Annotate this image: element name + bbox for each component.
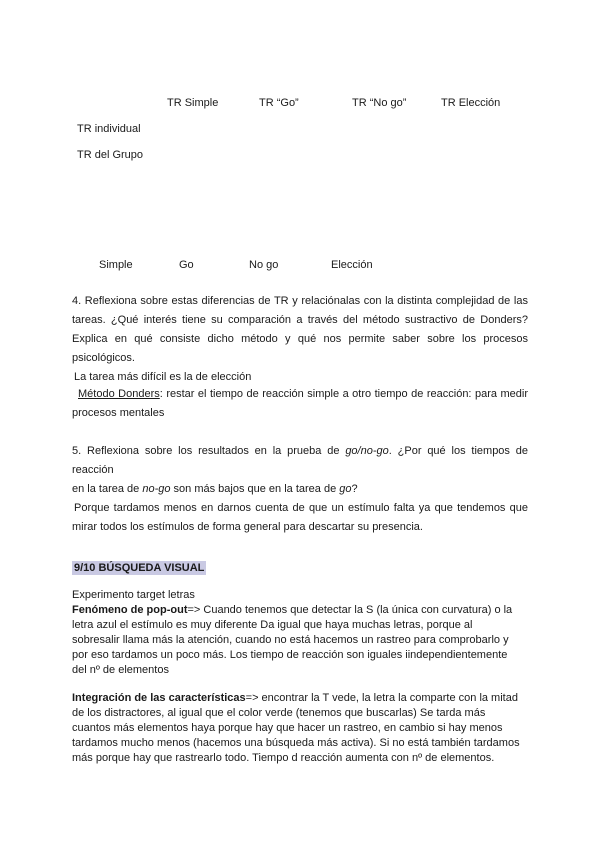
q4-answer-2-line-2: procesos mentales	[72, 407, 165, 419]
header-tr-eleccion: TR Elección	[441, 97, 501, 109]
question-4	[72, 292, 528, 368]
label-go: Go	[179, 259, 194, 271]
popout-label: Fenómeno de pop-out	[72, 604, 188, 616]
q4-line-2: tareas. ¿Qué interés tiene su comparación a través del método sustractivo de Donders?	[72, 314, 528, 326]
q4-answer-2-line-1: : restar el tiempo de reacción simple a otro tiempo de reacción: para medir	[159, 388, 528, 400]
q4-line-3: Explica en qué consiste dicho método y qué nos permite saber sobre los procesos	[72, 333, 528, 345]
integration-paragraph: Integración de las características=> encontrar la T vede, la letra la comparte con la mitad de los distractores, al igual que el color verde (tenemos que buscarlas) Se tarda más cuantos más elementos haya porque hay que hacer un rastreo, en cambio si hay menos tardamos mucho menos (hacemos una búsqueda más activa). Si no está también tardamos más porque hay que rastrearlo todo. Tiempo d reacción aumenta con nº de elementos.	[72, 692, 520, 764]
label-simple: Simple	[99, 259, 133, 271]
header-tr-simple: TR Simple	[167, 97, 219, 109]
question-5: 5. Reflexiona sobre los resultados en la prueba de go/no-go. ¿Por qué los tiempos de reacción en la tarea de no-go son más bajos que en la tarea de go? Porque tardamos menos en darnos cuenta de que un estímulo falta ya que tendemos que mirar todos los estímulos de forma general para descartar su presencia.	[72, 442, 528, 537]
header-tr-go: TR “Go”	[259, 97, 299, 109]
metodo-donders-label: Método Donders	[78, 388, 160, 400]
integration-label: Integración de las características	[72, 692, 246, 704]
q4-line-1: 4. Reflexiona sobre estas diferencias de TR y relaciónalas con la distinta complejidad de las	[72, 295, 528, 307]
popout-paragraph: Fenómeno de pop-out=> Cuando tenemos que detectar la S (la única con curvatura) o la letra azul el estímulo es muy diferente Da igual que haya muchas letras, porque al sobresalir llama más la atención, cuando no está hacemos un rastreo para comprobarlo y por eso tardamos un poco más. Los tiempo de reacción son iguales iindependientemente del nº de elementos	[72, 604, 513, 676]
label-no-go: No go	[249, 259, 279, 271]
q5-answer-line-2: mirar todos los estímulos de forma general para descartar su presencia.	[72, 521, 423, 533]
q5-answer-line-1: Porque tardamos menos en darnos cuenta de que un estímulo falta ya que tendemos que	[74, 502, 528, 514]
label-eleccion: Elección	[331, 259, 373, 271]
q4-answer-1: La tarea más difícil es la de elección	[74, 371, 252, 383]
section-title: 9/10 BÚSQUEDA VISUAL	[74, 562, 205, 574]
section-subtitle: Experimento target letras	[72, 589, 195, 601]
row-tr-individual: TR individual	[77, 123, 141, 135]
q4-answer-2	[72, 385, 528, 423]
row-tr-grupo: TR del Grupo	[77, 149, 144, 161]
q4-line-4: psicológicos.	[72, 352, 135, 364]
header-tr-no-go: TR “No go”	[352, 97, 407, 109]
